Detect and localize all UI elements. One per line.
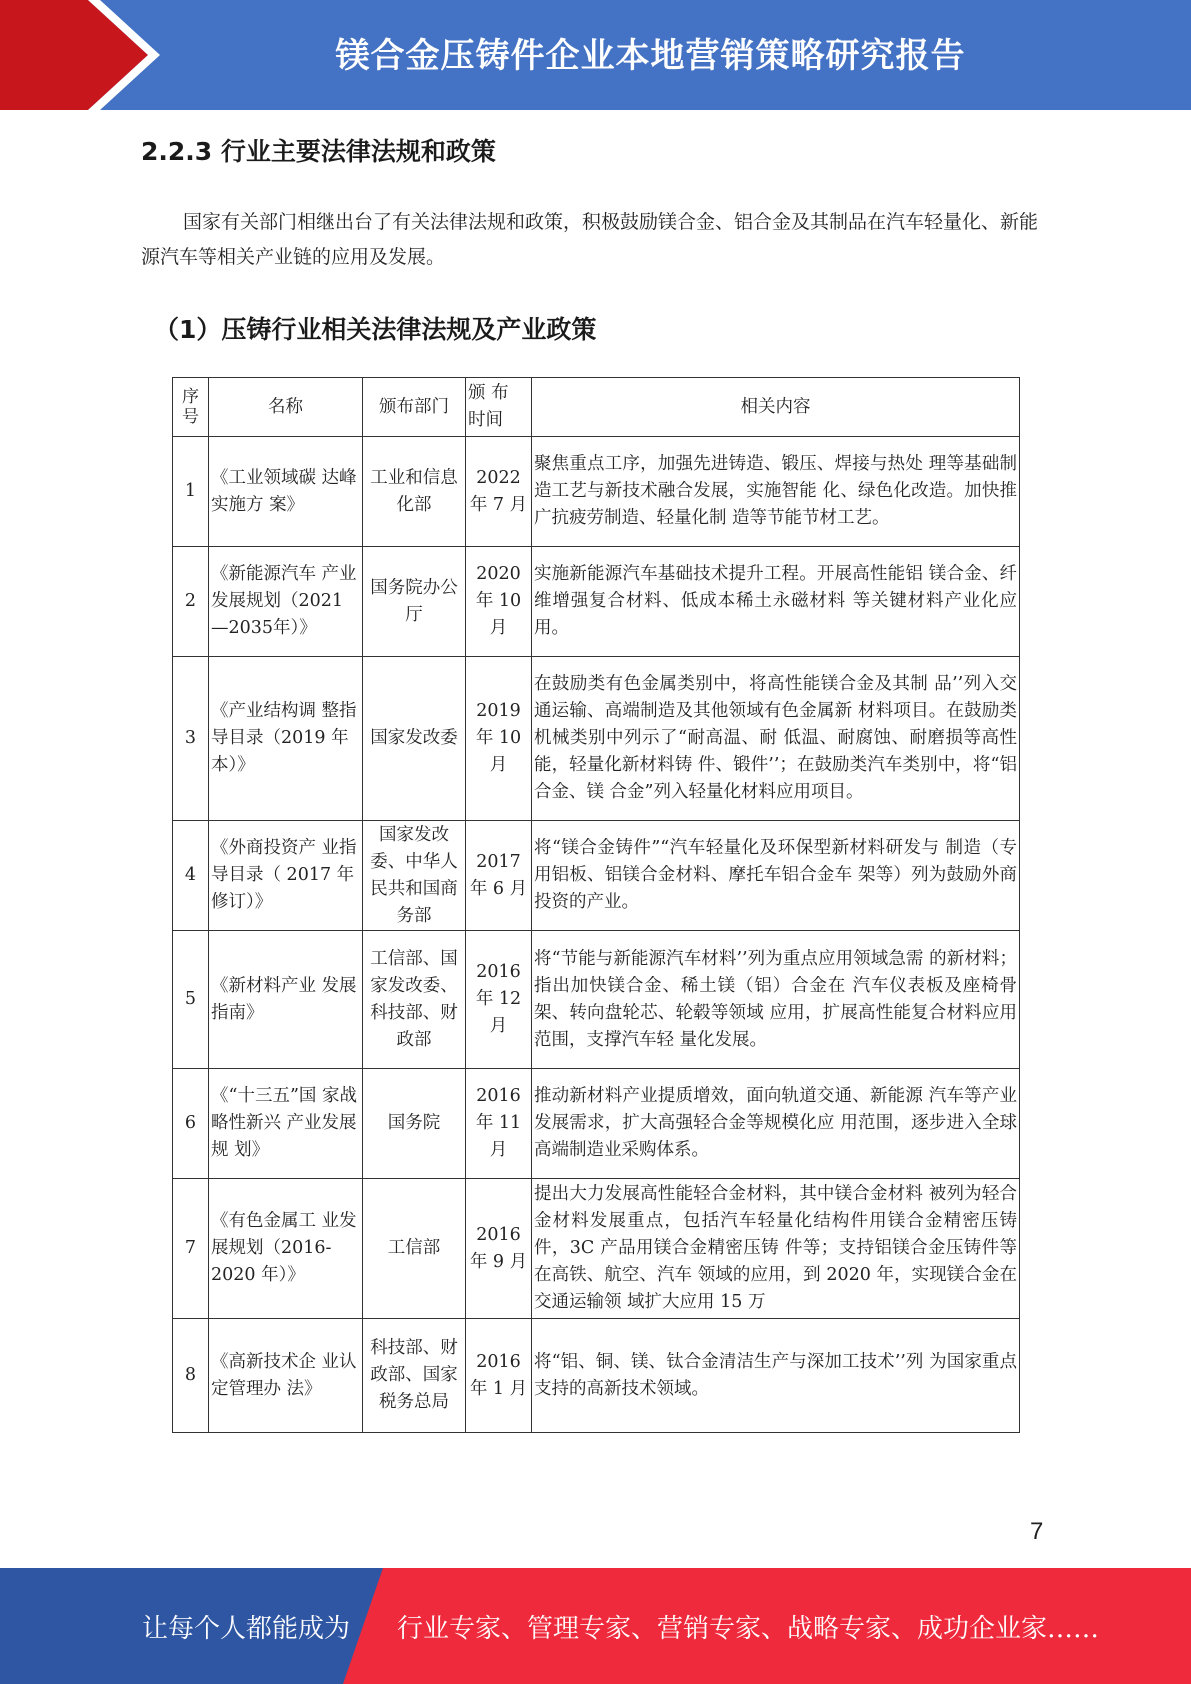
table-row <box>173 547 1020 657</box>
report-title: 镁合金压铸件企业本地营销策略研究报告 <box>335 36 966 76</box>
policy-table <box>172 377 1020 1433</box>
intro-paragraph: 国家有关部门相继出台了有关法律法规和政策，积极鼓励镁合金、铝合金及其制品在汽车轻量化、新能源汽车等相关产业链的应用及发展。 <box>141 211 1039 268</box>
header-banner <box>0 0 1191 110</box>
cell-name: 《产业结构调 整指导目录（2019 年 本）》 <box>209 657 363 821</box>
cell-no: 2 <box>173 547 209 657</box>
sub-heading: （1）压铸行业相关法律法规及产业政策 <box>154 315 597 344</box>
cell-no: 4 <box>173 821 209 931</box>
cell-dept: 国家发改委 <box>363 657 466 821</box>
footer-slogan-left: 让每个人都能成为 <box>142 1614 351 1644</box>
cell-dept: 科技部、财政部、国家税务总局 <box>363 1319 466 1433</box>
cell-no: 3 <box>173 657 209 821</box>
cell-date: 2022 年 7 月 <box>466 437 532 547</box>
cell-content: 推动新材料产业提质增效，面向轨道交通、新能源 汽车等产业发展需求，扩大高强轻合金等规模化应 用范围，逐步进入全球高端制造业采购体系。 <box>532 1069 1020 1179</box>
cell-content: 实施新能源汽车基础技术提升工程。开展高性能铝 镁合金、纤维增强复合材料、低成本稀土永磁材料 等关键材料产业化应用。 <box>532 547 1020 657</box>
cell-no: 5 <box>173 931 209 1069</box>
cell-name: 《“十三五”国 家战略性新兴 产业发展规 划》 <box>209 1069 363 1179</box>
section-heading: 2.2.3 行业主要法律法规和政策 <box>141 137 496 166</box>
header-date: 颁 布 时间 <box>466 378 532 437</box>
table-row <box>173 1179 1020 1319</box>
cell-dept: 工业和信息化部 <box>363 437 466 547</box>
header-dept: 颁布部门 <box>363 378 466 437</box>
cell-no: 1 <box>173 437 209 547</box>
cell-dept: 工信部、国家发改委、科技部、财政部 <box>363 931 466 1069</box>
table-header-row <box>173 378 1020 437</box>
cell-date: 2016 年 12 月 <box>466 931 532 1069</box>
cell-content: 将“铝、铜、镁、钛合金清洁生产与深加工技术’’列 为国家重点支持的高新技术领域。 <box>532 1319 1020 1433</box>
cell-dept: 国务院办公厅 <box>363 547 466 657</box>
cell-date: 2016 年 11 月 <box>466 1069 532 1179</box>
page-number: 7 <box>1030 1518 1044 1545</box>
cell-name: 《新能源汽车 产业发展规划（2021—2035年）》 <box>209 547 363 657</box>
cell-content: 在鼓励类有色金属类别中，将高性能镁合金及其制 品’’列入交通运输、高端制造及其他领域有色金属新 材料项目。在鼓励类机械类别中列示了“耐高温、耐 低温、耐腐蚀、耐磨损等高性能，轻量化新材料铸 件、锻件’’；在鼓励类汽车类别中，将“铝合金、镁 合金”列入轻量化材料应用项目。 <box>532 657 1020 821</box>
header-no: 序号 <box>173 378 209 437</box>
cell-date: 2016 年 9 月 <box>466 1179 532 1319</box>
cell-name: 《新材料产业 发展指南》 <box>209 931 363 1069</box>
cell-name: 《有色金属工 业发展规划（2016-2020 年）》 <box>209 1179 363 1319</box>
table-row <box>173 1319 1020 1433</box>
header-name: 名称 <box>209 378 363 437</box>
footer-slogan-right: 行业专家、管理专家、营销专家、战略专家、成功企业家…… <box>397 1614 1100 1644</box>
cell-date: 2019 年 10 月 <box>466 657 532 821</box>
cell-name: 《工业领域碳 达峰实施方 案》 <box>209 437 363 547</box>
cell-content: 提出大力发展高性能轻合金材料，其中镁合金材料 被列为轻合金材料发展重点，包括汽车轻量化结构件用镁合金精密压铸件，3C 产品用镁合金精密压铸 件等；支持铝镁合金压铸件等在高铁、航空、汽车 领域的应用，到 2020 年，实现镁合金在交通运输领 域扩大应用 15 万 <box>532 1179 1020 1319</box>
cell-dept: 国务院 <box>363 1069 466 1179</box>
cell-content: 聚焦重点工序，加强先进铸造、锻压、焊接与热处 理等基础制造工艺与新技术融合发展，实施智能 化、绿色化改造。加快推广抗疲劳制造、轻量化制 造等节能节材工艺。 <box>532 437 1020 547</box>
cell-date: 2020 年 10 月 <box>466 547 532 657</box>
table-row <box>173 1069 1020 1179</box>
cell-no: 8 <box>173 1319 209 1433</box>
cell-name: 《外商投资产 业指导目录（ 2017 年 修订）》 <box>209 821 363 931</box>
cell-content: 将“节能与新能源汽车材料’’列为重点应用领域急需 的新材料；指出加快镁合金、稀土镁（铝）合金在 汽车仪表板及座椅骨架、转向盘轮芯、轮毂等领域 应用，扩展高性能复合材料应用范围，支撑汽车轻 量化发展。 <box>532 931 1020 1069</box>
cell-no: 7 <box>173 1179 209 1319</box>
header-content: 相关内容 <box>532 378 1020 437</box>
table-row <box>173 437 1020 547</box>
table-body <box>173 437 1020 1433</box>
cell-dept: 国家发改委、中华人民共和国商务部 <box>363 821 466 931</box>
cell-date: 2016 年 1 月 <box>466 1319 532 1433</box>
cell-name: 《高新技术企 业认定管理办 法》 <box>209 1319 363 1433</box>
table-row <box>173 931 1020 1069</box>
table-row <box>173 657 1020 821</box>
cell-content: 将“镁合金铸件”“汽车轻量化及环保型新材料研发与 制造（专用铝板、铝镁合金材料、摩托车铝合金车 架等）列为鼓励外商投资的产业。 <box>532 821 1020 931</box>
table-row <box>173 821 1020 931</box>
cell-date: 2017 年 6 月 <box>466 821 532 931</box>
cell-dept: 工信部 <box>363 1179 466 1319</box>
cell-no: 6 <box>173 1069 209 1179</box>
footer-banner <box>0 1568 1191 1684</box>
